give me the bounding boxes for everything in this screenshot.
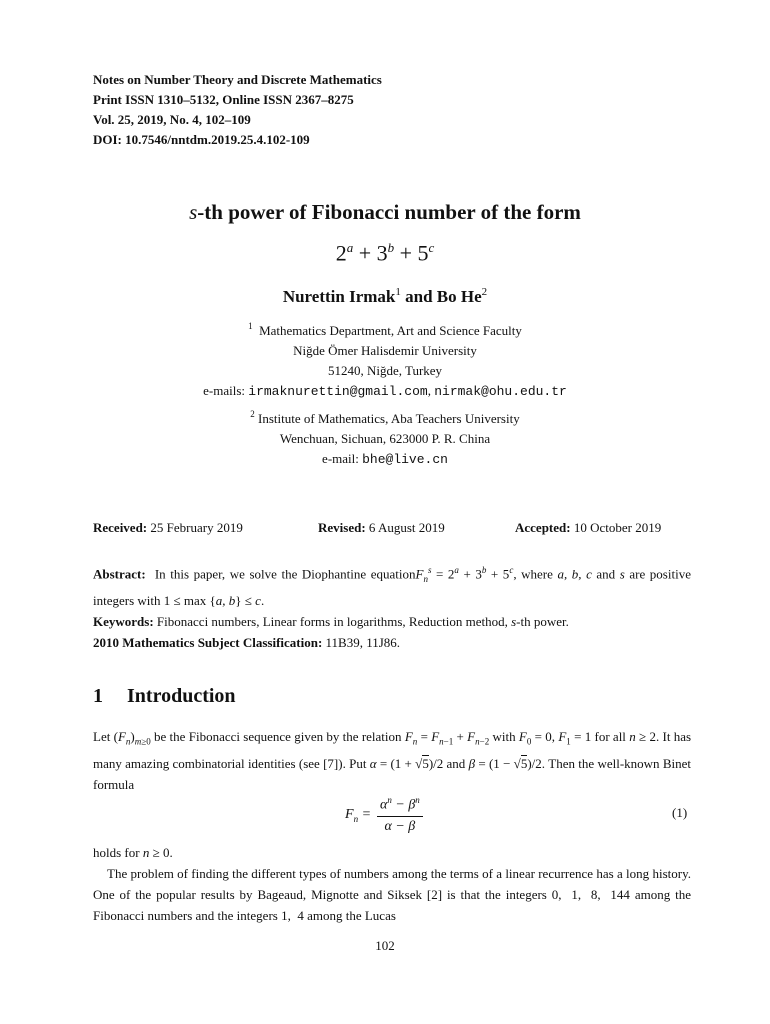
author-list bbox=[0, 287, 770, 307]
received-date: Received: 25 February 2019 bbox=[93, 520, 243, 535]
affiliation-line: Wenchuan, Sichuan, 623000 P. R. China bbox=[279, 431, 491, 446]
abstract-text: Abstract: In this paper, we solve the Diophantine equationF$_n^s$ = $2^a + 3^b + 5^c$, where a, b, c and s are positive integers with 1 ≤ max {a, b} ≤ c. bbox=[93, 565, 691, 608]
affiliation-line: 51240, Niğde, Turkey bbox=[327, 363, 443, 378]
author-name: Bo He bbox=[436, 287, 482, 306]
affiliation-marker: 2 bbox=[481, 286, 488, 298]
email-link[interactable]: irmaknurettin@gmail.com bbox=[248, 384, 428, 399]
title-variable: s bbox=[189, 200, 198, 224]
journal-volume: Vol. 25, 2019, No. 4, 102–109 bbox=[93, 112, 251, 127]
intro-paragraph-3: The problem of finding the different types of numbers among the terms of a linear recurrence has a long history. One of the popular results by Bageaud, Mignotte and Siksek [2] is that the integers 0, 1, 8, 144 among the Fibonacci numbers and the integers 1, 4 among the Lucas bbox=[93, 866, 692, 923]
section-heading bbox=[93, 685, 236, 708]
abstract-block bbox=[93, 560, 691, 653]
msc-classification: 2010 Mathematics Subject Classification: 11B39, 11J86. bbox=[93, 634, 401, 650]
author-name: Nurettin Irmak bbox=[282, 287, 396, 306]
section-number: 1 bbox=[93, 685, 103, 707]
email-label: e-mail: bbox=[322, 451, 359, 466]
intro-paragraph-1: Let $(F_n)_{m\ge 0}$ be the Fibonacci sequence given by the relation $F_n = F_{n-1} + F_{n-2}$ with $F_0 = 0$, $F_1 = 1$ for all n ≥ 2. It has many amazing combinatorial identities (see [7]). Put α = (1 + √5)/2 and β = (1 − √5)/2. Then the well-known Binet formula bbox=[93, 729, 692, 792]
email-link[interactable]: nirmak@ohu.edu.tr bbox=[434, 384, 567, 399]
keywords: Keywords: Fibonacci numbers, Linear forms in logarithms, Reduction method, s-th power. bbox=[93, 613, 569, 629]
section-title: Introduction bbox=[127, 685, 236, 707]
affiliation-marker: 1 bbox=[248, 321, 253, 331]
affiliation-2 bbox=[0, 409, 770, 470]
affiliation-marker: 1 bbox=[395, 286, 401, 298]
journal-name: Notes on Number Theory and Discrete Mathematics bbox=[93, 72, 382, 87]
affiliation-line: Institute of Mathematics, Aba Teachers University bbox=[258, 411, 520, 426]
accepted-date: Accepted: 10 October 2019 bbox=[515, 520, 662, 535]
emails-label: e-mails: bbox=[203, 383, 246, 398]
author-conjunction: and bbox=[405, 287, 433, 306]
title-text: -th power of Fibonacci number of the form bbox=[197, 200, 581, 224]
journal-issn: Print ISSN 1310–5132, Online ISSN 2367–8275 bbox=[93, 92, 354, 107]
affiliation-marker: 2 bbox=[250, 409, 255, 419]
intro-paragraph-2: holds for n ≥ 0. bbox=[93, 845, 173, 860]
equation-number: (1) bbox=[672, 805, 688, 820]
paper-title bbox=[0, 200, 770, 225]
affiliation-1: $^1$ Mathematics Department, Art and Science Faculty Niğde Ömer Halisdemir University 51240, Niğde, Turkey e-mails: irmaknurettin@gmail.com, nirmak@ohu.edu.tr bbox=[0, 321, 770, 402]
journal-header bbox=[93, 70, 382, 150]
page-number: 102 bbox=[375, 938, 395, 953]
journal-doi: DOI: 10.7546/nntdm.2019.25.4.102-109 bbox=[93, 132, 310, 147]
affiliation-line: Niğde Ömer Halisdemir University bbox=[293, 343, 477, 358]
binet-formula: $F_n$ = $\frac{\alpha^n - \beta^n}{\alpha - \beta}$ bbox=[345, 795, 423, 835]
email-link[interactable]: bhe@live.cn bbox=[362, 452, 448, 467]
affiliation-line: Mathematics Department, Art and Science Faculty bbox=[259, 323, 522, 338]
title-formula: 2$^a$ + 3$^b$ + 5$^c$ bbox=[335, 240, 435, 266]
revised-date: Revised: 6 August 2019 bbox=[318, 520, 445, 535]
